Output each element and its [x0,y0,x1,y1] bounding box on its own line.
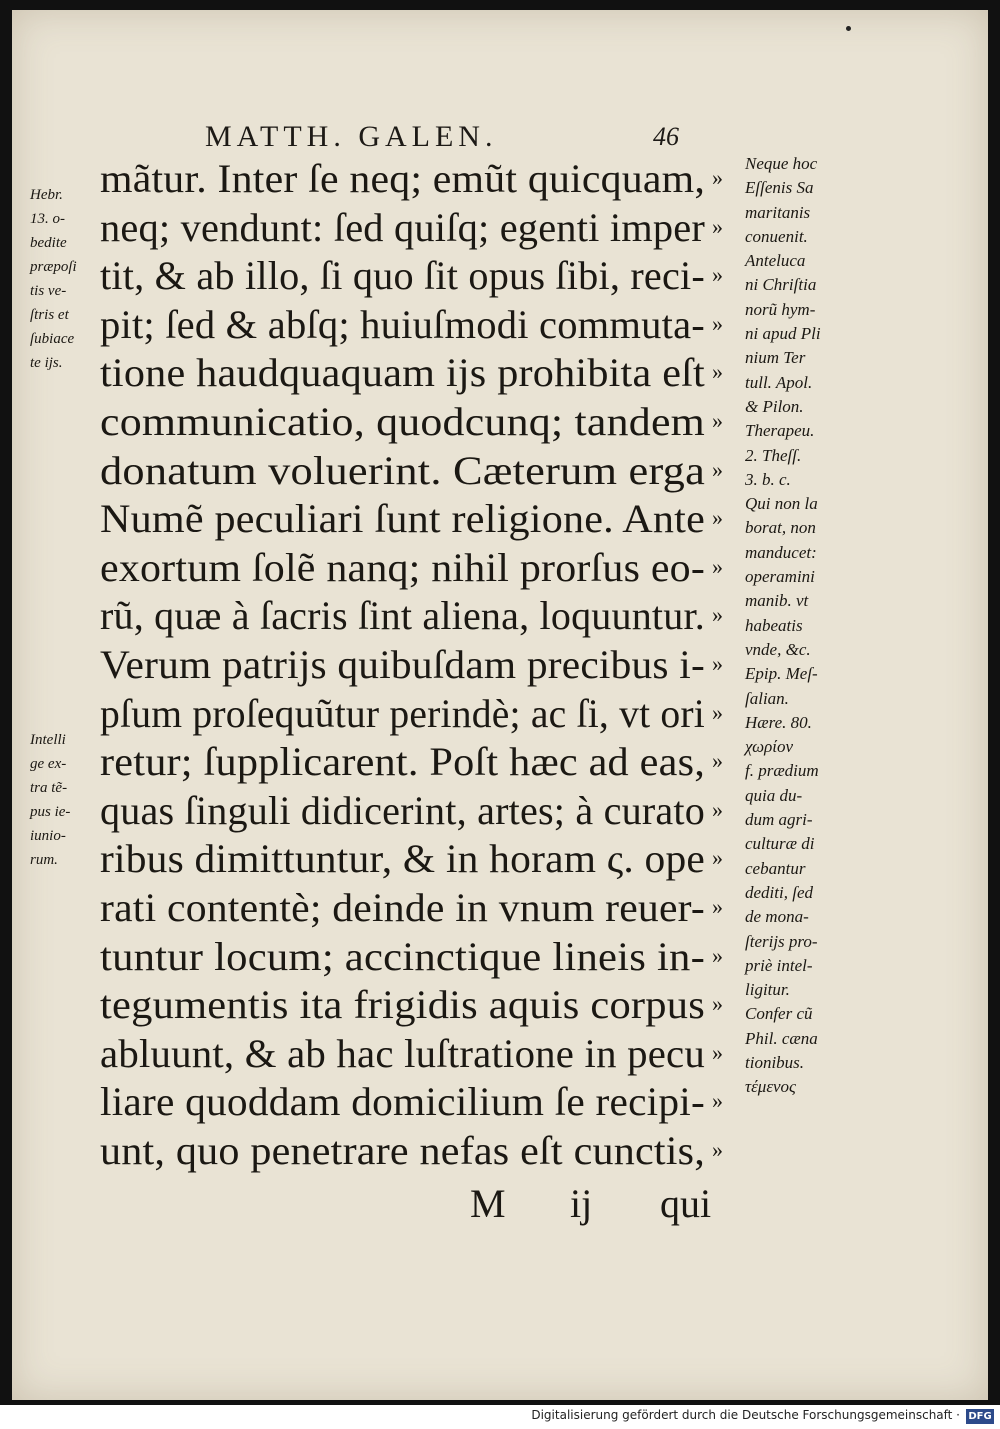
text-line: pſum proſequũtur perindè; ac ſi, vt ori [100,690,705,736]
margin-note-line: Intelli [30,732,66,748]
signature-mark: M [470,1181,506,1226]
quote-mark: » [712,991,723,1017]
margin-note-line: χωρίον [745,737,794,757]
margin-note-line: maritanis [745,202,811,222]
text-line: tione haudquaquam ijs prohibita eſt [100,350,706,396]
margin-note-line: Anteluca [745,251,806,271]
margin-note-line: Confer cũ [745,1004,813,1024]
text-line: neq; vendunt: ſed quiſq; egenti imper [100,204,705,250]
quote-mark: » [712,213,723,239]
margin-note-line: ſterijs pro- [745,931,818,951]
text-line: communicatio, quodcunq; tandem [100,398,705,444]
quote-mark: » [712,699,723,725]
left-margin-note-intelli [30,728,100,872]
margin-note-line: norũ hym- [745,299,816,319]
text-line: exortum ſolẽ nanq; nihil prorſus eo- [100,544,705,590]
margin-note-line: & Pilon. [745,396,804,416]
quote-mark: » [712,1137,723,1162]
text-line: ribus dimittuntur, & in horam ς. ope [100,836,705,882]
margin-note-line: dum agri- [745,810,813,830]
margin-note-line: pus ie- [30,804,71,820]
quote-mark: » [712,310,723,336]
text-line: unt, quo penetrare nefas eſt cunctis, [100,1127,705,1173]
text-line: pit; ſed & abſq; huiuſmodi commuta- [100,301,705,347]
text-line: donatum voluerint. Cæterum erga [100,447,705,493]
margin-note-line: tra tẽ- [30,780,68,796]
quote-mark: » [712,748,723,774]
quote-mark: » [712,845,723,871]
margin-note-line: f. prædium [745,761,819,781]
margin-note-line: ſalian. [745,688,789,708]
margin-note-line: Phil. cæna [745,1028,818,1048]
margin-note-line: de mona- [745,907,809,927]
margin-note-line: Epip. Meſ- [745,664,818,684]
margin-note-line: tis ve- [30,283,67,299]
running-title: MATTH. GALEN. [205,120,498,153]
margin-note-line: culturæ di [745,834,815,854]
margin-note-line: 13. o- [30,211,65,227]
margin-note-line: τέμενος [745,1077,796,1097]
margin-note-line: vnde, &c. [745,639,811,659]
quote-mark: » [712,262,723,288]
quote-mark: » [712,1039,723,1065]
text-line: quas ſinguli didicerint, artes; à curato [100,787,705,833]
margin-note-line: habeatis [745,615,803,635]
margin-note-line: priè intel- [745,955,813,975]
margin-note-line: Hære. 80. [745,712,812,732]
quote-mark: » [712,553,723,579]
margin-note-line: nium Ter [745,348,806,368]
margin-note-line: Therapeu. [745,421,815,441]
quote-mark: » [712,456,723,482]
right-margin-notes [745,152,985,1100]
margin-note-line: bedite [30,235,67,251]
text-line: abluunt, & ab hac luſtratione in pecu [100,1030,705,1076]
margin-note-line: tionibus. [745,1052,805,1072]
margin-note-line: tull. Apol. [745,372,813,392]
margin-note-line: 2. Theſſ. [745,445,802,465]
dfg-logo: DFG [966,1409,994,1424]
margin-note-line: ni apud Pli [745,324,821,344]
margin-note-line: ſubiace [30,331,75,347]
catchword-line [470,1180,740,1228]
margin-note-line: manib. vt [745,591,809,611]
margin-note-line: Eſſenis Sa [745,178,814,198]
quote-mark: » [712,602,723,628]
page-speck [846,26,851,31]
signature-number: ij [570,1181,593,1226]
folio-number: 46 [653,122,679,151]
margin-note-line: conuenit. [745,226,808,246]
text-line: tegumentis ita frigidis aquis corpus [100,982,705,1028]
quote-mark: » [712,942,723,968]
margin-note-line: Qui non la [745,494,818,514]
left-margin-note-hebr [30,183,100,375]
text-line: liare quoddam domicilium ſe recipi- [100,1079,705,1125]
quote-mark: » [712,1088,723,1114]
margin-note-line: Hebr. [30,187,63,203]
margin-note-line: Neque hoc [745,154,818,173]
footer-credit: Digitalisierung gefördert durch die Deutsche Forschungsgemeinschaft · [531,1408,960,1422]
quote-mark: » [712,505,723,531]
margin-note-line: cebantur [745,858,806,878]
running-head [205,120,765,160]
quote-mark: » [712,651,723,676]
text-line: mãtur. Inter ſe neq; emũt quicquam, [100,156,705,201]
text-line: rũ, quæ à ſacris ſint aliena, loquuntur. [100,593,705,639]
quote-mark: » [712,796,723,822]
margin-note-line: operamini [745,567,815,587]
margin-note-line: 3. b. c. [745,469,791,489]
margin-note-line: manducet: [745,542,817,562]
text-line: retur; ſupplicarent. Poſt hæc ad eas, [100,739,705,785]
margin-note-line: dediti, ſed [745,882,813,902]
margin-note-line: te ijs. [30,355,63,371]
margin-note-line: præpoſi [30,259,77,275]
text-line: tuntur locum; accinctique lineis in- [100,933,705,979]
text-line: tit, & ab illo, ſi quo ſit opus ſibi, reci- [100,253,705,299]
quote-mark: » [712,359,723,385]
margin-note-line: iunio- [30,828,66,844]
margin-note-line: ge ex- [30,756,67,772]
margin-note-line: ſtris et [30,307,69,323]
margin-note-line: quia du- [745,785,803,805]
quote-mark: » [712,894,723,919]
quote-mark: » [712,408,723,433]
quote-mark: » [712,165,723,190]
body-text [100,155,740,1175]
margin-note-line: ligitur. [745,980,790,1000]
margin-note-line: rum. [30,852,58,868]
text-line: Numẽ peculiari ſunt religione. Ante [100,496,706,542]
text-line: Verum patrijs quibuſdam precibus i- [100,641,705,687]
margin-note-line: ni Chriſtia [745,275,817,295]
catchword: qui [660,1181,712,1226]
footer-bar [0,1405,1000,1429]
margin-note-line: borat, non [745,518,816,538]
text-line: rati contentè; deinde in vnum reuer- [100,884,705,930]
